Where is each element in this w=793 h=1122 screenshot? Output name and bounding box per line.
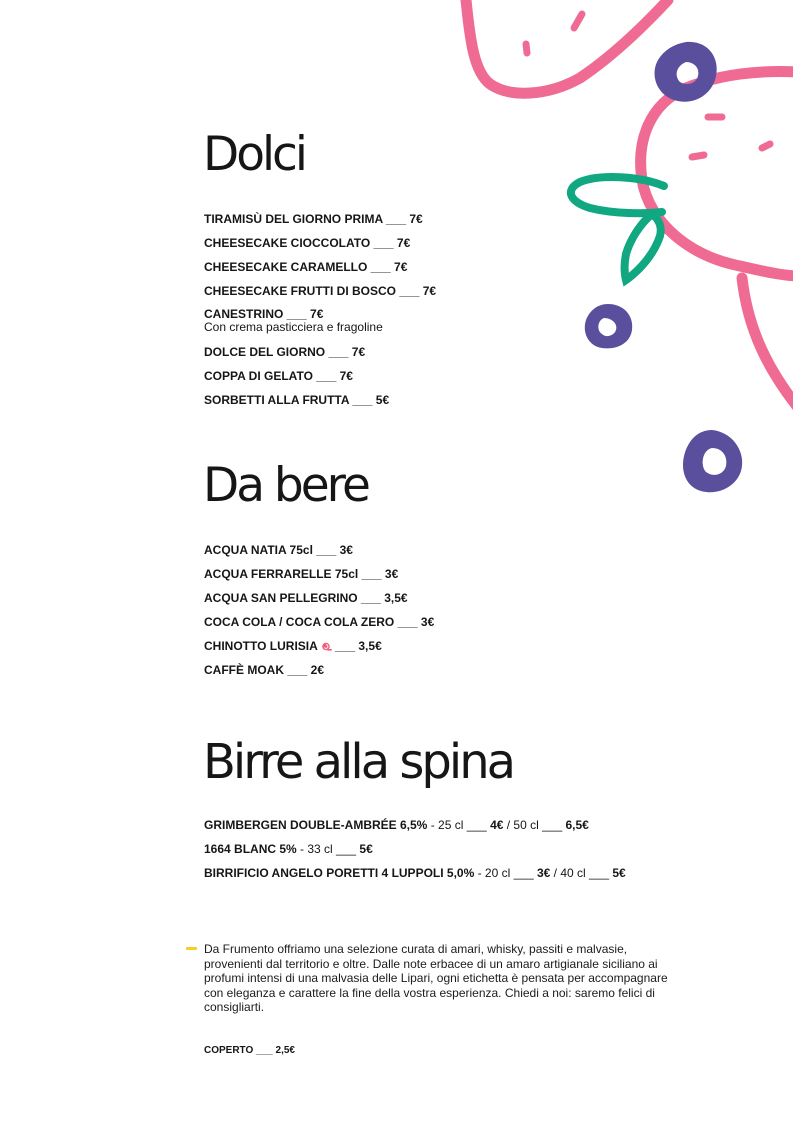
- menu-item: [204, 813, 626, 837]
- beer-size: - 33 cl ___: [296, 842, 360, 856]
- beer-list: [204, 813, 626, 885]
- dolci-list: [204, 207, 436, 412]
- pink-stem: [742, 278, 793, 410]
- beer-name: GRIMBERGEN DOUBLE-AMBRÉE 6,5%: [204, 818, 428, 832]
- beer-price: 5€: [359, 842, 373, 856]
- section-title-da-bere: Da bere: [203, 458, 368, 513]
- menu-item: CAFFÈ MOAK ___ 2€: [204, 663, 325, 677]
- pink-dash-4: [692, 155, 704, 157]
- menu-item: COPPA DI GELATO ___ 7€: [204, 369, 353, 383]
- pink-swirl-top: [466, 0, 668, 93]
- section-title-dolci: Dolci: [203, 127, 305, 182]
- menu-item: SORBETTI ALLA FRUTTA ___ 5€: [204, 393, 390, 407]
- pink-dash-1: [574, 14, 582, 28]
- menu-item: [204, 303, 436, 340]
- menu-item: ACQUA FERRARELLE 75cl ___ 3€: [204, 567, 399, 581]
- purple-ring-top: [655, 42, 717, 102]
- green-leaf-stem: [625, 214, 661, 280]
- coperto: COPERTO ___ 2,5€: [204, 1045, 295, 1056]
- menu-item: CHEESECAKE CIOCCOLATO ___ 7€: [204, 236, 411, 250]
- beer-price: 5€: [612, 866, 626, 880]
- beer-size: / 50 cl ___: [503, 818, 566, 832]
- menu-item: CHEESECAKE CARAMELLO ___ 7€: [204, 260, 408, 274]
- menu-item: CHEESECAKE FRUTTI DI BOSCO ___ 7€: [204, 284, 437, 298]
- menu-item-note: Con crema pasticciera e fragoline: [204, 320, 383, 334]
- menu-item: ACQUA SAN PELLEGRINO ___ 3,5€: [204, 591, 408, 605]
- footnote: Da Frumento offriamo una selezione curata di amari, whisky, passiti e malvasie, provenienti dal territorio e oltre. Dalle note erbacee di un amaro artigianale siciliano ai profumi intensi di una malvasia delle Lipari, ogni etichetta è pensata per accompagnare con eleganza e carattere la fine della vostra esperienza. Chiedi a noi: saremo felici di consigliarti.: [204, 942, 668, 1015]
- beer-price: 3€: [536, 866, 551, 880]
- menu-item: DOLCE DEL GIORNO ___ 7€: [204, 345, 366, 359]
- menu-item: ACQUA NATIA 75cl ___ 3€: [204, 543, 353, 557]
- menu-item-name: CHINOTTO LURISIA: [204, 639, 318, 653]
- drinks-list: [204, 538, 434, 682]
- beer-price: 6,5€: [565, 818, 589, 832]
- beer-price: 4€: [490, 818, 504, 832]
- section-title-birre: Birre alla spina: [203, 734, 514, 790]
- menu-item: TIRAMISÙ DEL GIORNO PRIMA ___ 7€: [204, 212, 423, 226]
- beer-size: - 20 cl ___: [474, 866, 537, 880]
- yellow-dash: [186, 947, 197, 950]
- menu-item-price: ___ 3,5€: [335, 639, 382, 653]
- menu-item: [204, 634, 434, 658]
- pink-dash-2: [526, 44, 527, 53]
- menu-item-name: CANESTRINO ___ 7€: [204, 307, 324, 321]
- menu-item: [204, 837, 626, 861]
- pink-dash-5: [762, 144, 770, 148]
- menu-item: [204, 861, 626, 885]
- beer-size: / 40 cl ___: [550, 866, 613, 880]
- purple-ring-mid: [585, 304, 632, 348]
- pink-curve-right: [641, 72, 793, 276]
- beer-size: - 25 cl ___: [427, 818, 491, 832]
- beer-name: 1664 BLANC 5%: [204, 842, 297, 856]
- beer-name: BIRRIFICIO ANGELO PORETTI 4 LUPPOLI 5,0%: [204, 866, 475, 880]
- menu-item: COCA COLA / COCA COLA ZERO ___ 3€: [204, 615, 435, 629]
- snail-icon: [321, 642, 332, 651]
- purple-ring-bottom: [683, 430, 742, 492]
